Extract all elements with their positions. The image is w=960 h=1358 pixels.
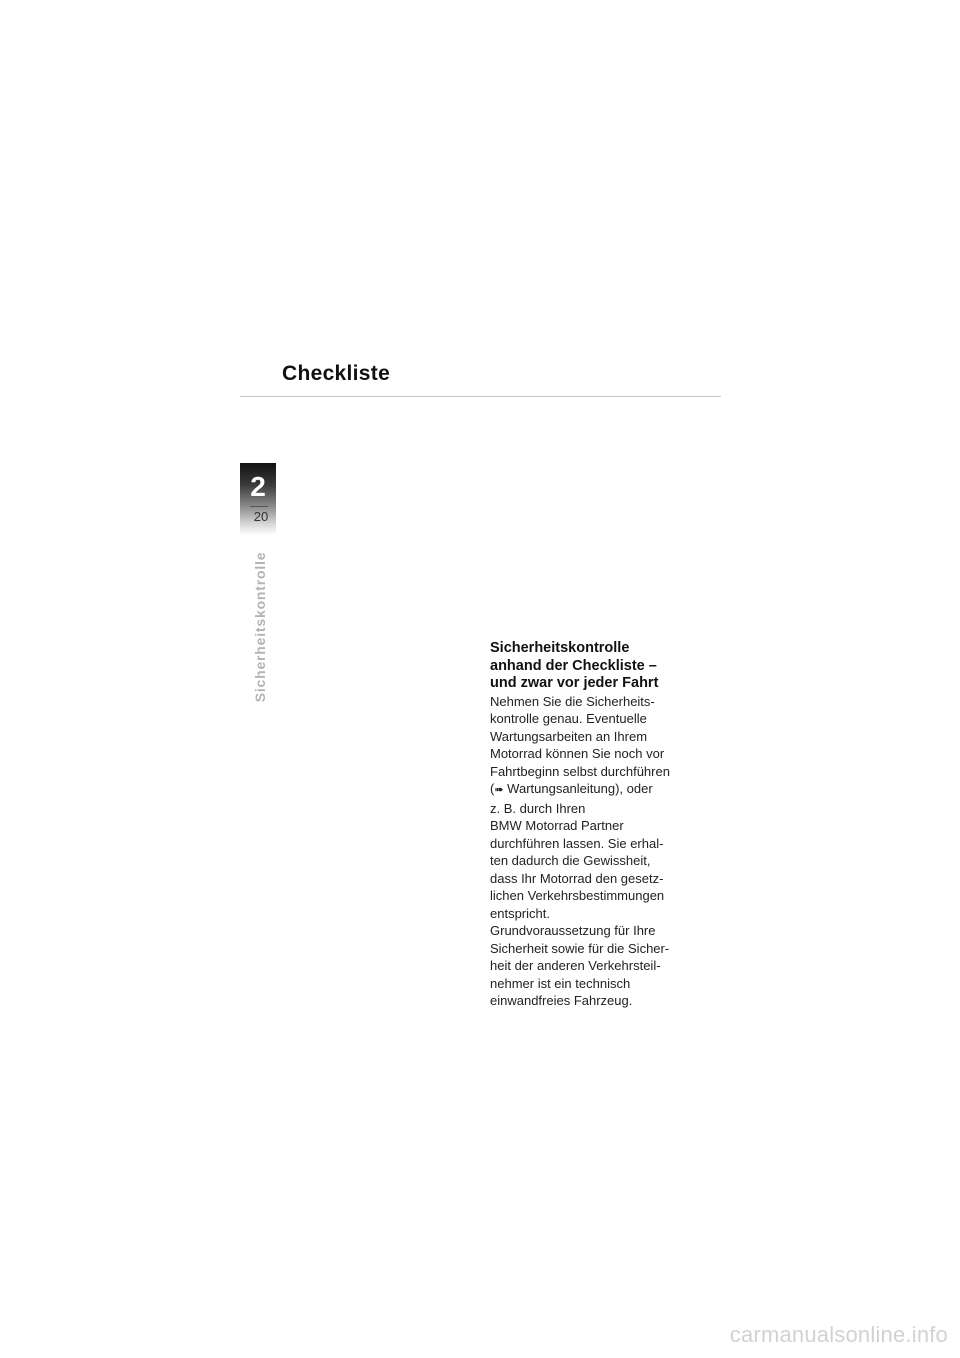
- text-line: Nehmen Sie die Sicherheits-: [490, 693, 655, 709]
- section-heading-line: anhand der Checkliste –: [490, 657, 657, 674]
- text-line: Fahrtbeginn selbst durchführen: [490, 763, 670, 779]
- section-heading-line: Sicherheitskontrolle: [490, 640, 630, 656]
- text-line: z. B. durch Ihren: [490, 800, 586, 816]
- text-line: ten dadurch die Gewissheit,: [490, 853, 651, 868]
- reference-text: Wartungsanleitung), oder: [503, 781, 653, 796]
- chapter-divider: [250, 506, 268, 507]
- page-number: 20: [253, 509, 269, 524]
- paren-open: (: [490, 781, 495, 796]
- text-line: kontrolle genau. Eventuelle: [490, 711, 647, 726]
- section-heading-line: und zwar vor jeder Fahrt: [490, 675, 659, 691]
- text-line: dass Ihr Motorrad den gesetz-: [490, 870, 664, 886]
- text-line: lichen Verkehrsbestimmungen: [490, 888, 665, 903]
- chapter-side-label: Sicherheitskontrolle: [252, 551, 268, 703]
- title-divider: [240, 396, 721, 397]
- text-line: nehmer ist ein technisch: [490, 975, 631, 991]
- arrow-right-icon: ➠: [494, 784, 504, 796]
- text-line: einwandfreies Fahrzeug.: [490, 993, 633, 1008]
- section-content: [490, 640, 690, 1010]
- text-line: Motorrad können Sie noch vor: [490, 746, 665, 761]
- text-line: heit der anderen Verkehrsteil-: [490, 958, 661, 973]
- text-line: Wartungsarbeiten an Ihrem: [490, 728, 648, 744]
- paragraph-safety-check: [490, 693, 690, 923]
- watermark: carmanualsonline.info: [729, 1322, 948, 1347]
- text-line: Sicherheit sowie für die Sicher-: [490, 940, 670, 956]
- text-line: entspricht.: [490, 905, 550, 921]
- text-line-reference: [490, 780, 690, 800]
- section-heading: [490, 640, 690, 693]
- chapter-tab: [240, 463, 276, 535]
- text-line: BMW Motorrad Partner: [490, 818, 624, 833]
- page-title: Checkliste: [282, 362, 391, 385]
- text-line: Grundvoraussetzung für Ihre: [490, 923, 656, 938]
- chapter-number: 2: [250, 471, 266, 502]
- text-line: durchführen lassen. Sie erhal-: [490, 835, 664, 851]
- paragraph-basic-requirement: [490, 922, 690, 1010]
